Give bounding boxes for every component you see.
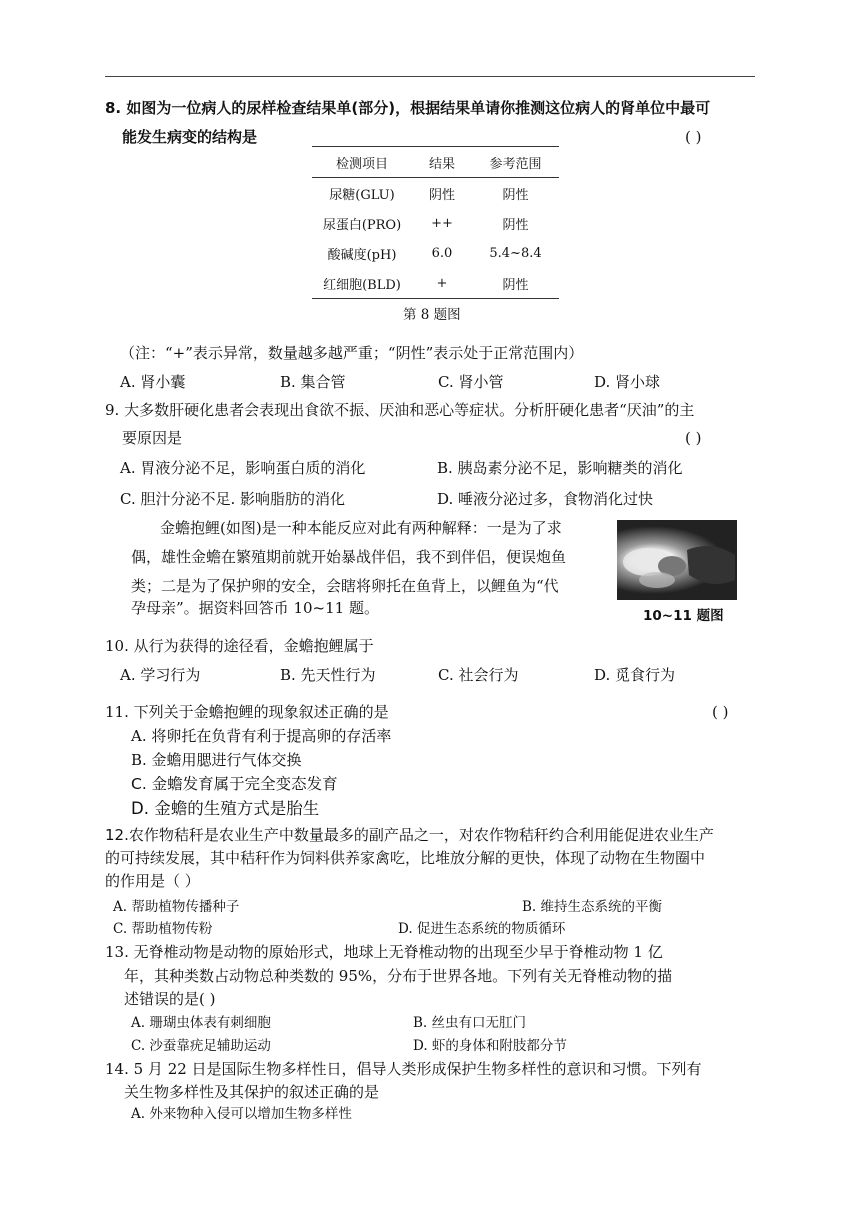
q11-option-b: B. 金蟾用腮进行气体交换 [131, 751, 302, 769]
table-row [312, 178, 559, 209]
table-cell: 5.4~8.4 [489, 245, 542, 261]
q8-option-d: D. 肾小球 [594, 373, 661, 391]
table-cell: 阴性 [502, 187, 529, 203]
table-cell: 酸碱度(pH) [327, 247, 397, 263]
q10-option-c: C. 社会行为 [438, 666, 519, 684]
toad-carp-photo [617, 520, 737, 600]
q12-stem-line3: 的作用是（ ） [105, 872, 200, 890]
q12-option-c: C. 帮助植物传粉 [113, 921, 213, 937]
q8-option-b: B. 集合管 [280, 373, 346, 391]
q11-option-d: D. 金蟾的生殖方式是胎生 [131, 799, 320, 818]
figure10-11-caption: 10~11 题图 [643, 608, 724, 624]
table-cell: 6.0 [431, 245, 453, 261]
q9-option-a: A. 胃液分泌不足，影响蛋白质的消化 [120, 459, 366, 477]
q13-stem-line3: 述错误的是( ) [124, 990, 216, 1008]
q8-stem-line2: 能发生病变的结构是 [122, 128, 258, 146]
table-cell: + [436, 275, 448, 291]
q12-option-d: D. 促进生态系统的物质循环 [398, 921, 566, 937]
q8-answer-paren: ( ) [685, 128, 702, 146]
urine-test-table [312, 146, 559, 299]
figure8-caption: 第 8 题图 [403, 307, 461, 323]
q13-option-a: A. 珊瑚虫体表有刺细胞 [131, 1015, 271, 1031]
q9-option-b: B. 胰岛素分泌不足，影响糖类的消化 [437, 459, 683, 477]
q13-option-c: C. 沙蚕靠疣足辅助运动 [131, 1038, 271, 1054]
q13-option-d: D. 虾的身体和附肢都分节 [413, 1038, 567, 1054]
q14-stem-line2: 关生物多样性及其保护的叙述正确的是 [124, 1083, 380, 1101]
table-header: 检测项目 [335, 156, 388, 172]
q8-stem-line1: 8. 如图为一位病人的尿样检查结果单(部分)，根据结果单请你推测这位病人的肾单位中最可 [105, 99, 711, 117]
q8-option-c: C. 肾小管 [438, 373, 504, 391]
passage-line2: 偶，雄性金蟾在繁殖期前就开始暴战伴侣，我不到伴侣，便误炮鱼 [131, 548, 567, 566]
table-header: 参考范围 [489, 156, 542, 172]
q13-stem-line1: 13. 无脊椎动物是动物的原始形式，地球上无脊椎动物的出现至少早于脊椎动物 1 亿 [105, 943, 663, 961]
table-cell: 阴性 [428, 187, 455, 203]
q8-note: （注：“+”表示异常，数量越多越严重；“阴性”表示处于正常范围内） [120, 344, 584, 362]
passage-line3: 类；二是为了保护卵的安全，会瞎将卵托在鱼背上，以鲤鱼为“代 [131, 577, 559, 595]
q9-option-d: D. 唾液分泌过多，食物消化过快 [437, 490, 654, 508]
q13-stem-line2: 年，其种类数占动物总种类数的 95%，分布于世界各地。下列有关无脊椎动物的描 [124, 967, 673, 985]
q14-option-a: A. 外来物种入侵可以增加生物多样性 [131, 1106, 352, 1122]
passage-line1: 金蟾抱鲤(如图)是一种本能反应对此有两种解释：一是为了求 [160, 519, 562, 537]
q13-option-b: B. 丝虫有口无肛门 [413, 1015, 527, 1031]
top-rule [105, 76, 755, 77]
table-cell: ++ [431, 215, 453, 231]
table-cell: 红细胞(BLD) [323, 277, 401, 293]
q9-stem-line1: 9. 大多数肝硬化患者会表现出食欲不振、厌油和恶心等症状。分析肝硬化患者“厌油”的主 [105, 401, 695, 419]
passage-line4: 孕母亲”。据资料回答币 10~11 题。 [131, 599, 379, 617]
q9-option-c: C. 胆汁分泌不足. 影响脂肪的消化 [120, 490, 346, 508]
q12-stem-line1: 12.农作物秸秆是农业生产中数量最多的副产品之一，对农作物秸秆约合利用能促进农业生产 [105, 826, 714, 844]
q11-option-c: C. 金蟾发育属于完全变态发育 [131, 775, 338, 793]
q8-option-a: A. 肾小囊 [120, 373, 186, 391]
q10-option-d: D. 觅食行为 [594, 666, 676, 684]
q11-answer-paren: ( ) [712, 703, 729, 721]
q14-stem-line1: 14. 5 月 22 日是国际生物多样性日，倡导人类形成保护生物多样性的意识和习惯。下列有 [105, 1060, 702, 1078]
q10-stem: 10. 从行为获得的途径看，金蟾抱鲤属于 [105, 637, 374, 655]
table-header-row [312, 147, 559, 178]
q9-stem-line2: 要原因是 [122, 429, 183, 447]
table-cell: 尿蛋白(PRO) [322, 217, 402, 233]
table-cell: 尿糖(GLU) [329, 187, 395, 203]
q10-option-a: A. 学习行为 [120, 666, 201, 684]
q9-answer-paren: ( ) [685, 429, 702, 447]
table-row [312, 208, 559, 238]
q10-option-b: B. 先天性行为 [280, 666, 376, 684]
q12-option-b: B. 维持生态系统的平衡 [522, 899, 663, 915]
table-row [312, 238, 559, 268]
q11-option-a: A. 将卵托在负背有利于提高卵的存活率 [131, 727, 392, 745]
table-cell: 阴性 [502, 217, 529, 233]
q11-stem: 11. 下列关于金蟾抱鲤的现象叙述正确的是 [105, 703, 389, 721]
table-header: 结果 [428, 156, 455, 172]
table-row [312, 268, 559, 299]
table-cell: 阴性 [502, 277, 529, 293]
q12-stem-line2: 的可持续发展，其中秸秆作为饲料供养家禽吃，比堆放分解的更快，体现了动物在生物圈中 [105, 849, 706, 867]
q12-option-a: A. 帮助植物传播种子 [113, 899, 240, 915]
